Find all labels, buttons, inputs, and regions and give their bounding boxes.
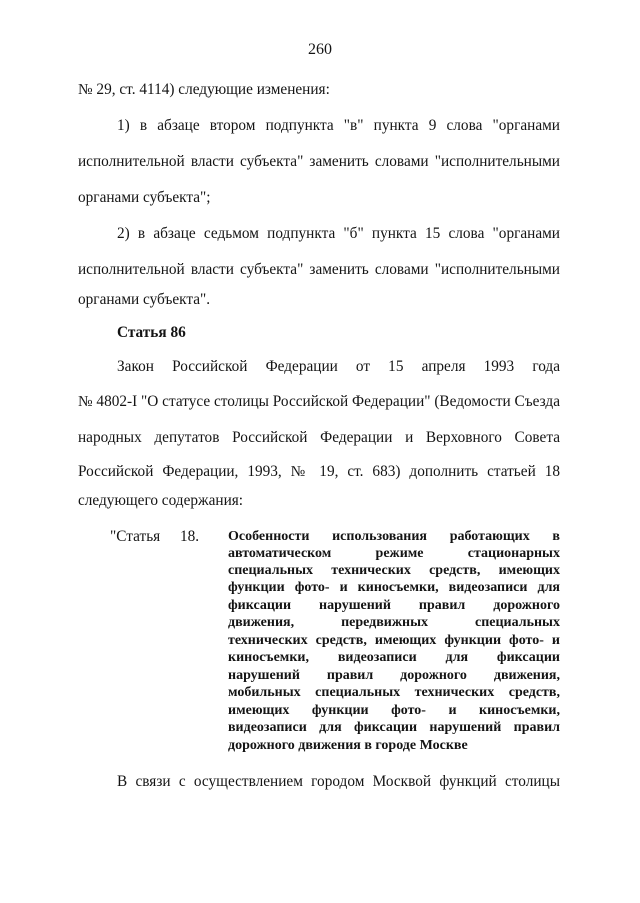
body-line: органами субъекта"; xyxy=(78,189,211,206)
new-article-heading-line: имеющих функции фото- и киносъемки, xyxy=(228,703,560,718)
body-line: 1) в абзаце втором подпункта "в" пункта 9 слова "органами xyxy=(117,117,560,134)
new-article-heading-line: киносъемки, видеозаписи для фиксации xyxy=(228,650,560,665)
body-line: Закон Российской Федерации от 15 апреля 1993 года xyxy=(117,358,560,375)
body-line: 2) в абзаце седьмом подпункта "б" пункта 15 слова "органами xyxy=(117,225,560,242)
body-line: № 4802-I "О статусе столицы Российской Федерации" (Ведомости Съезда xyxy=(78,393,560,410)
new-article-label: "Статья xyxy=(110,528,161,545)
new-article-heading-line: функции фото- и киносъемки, видеозаписи для xyxy=(228,580,560,595)
body-line: народных депутатов Российской Федерации и Верховного Совета xyxy=(78,429,560,446)
new-article-heading-line: фиксации нарушений правил дорожного xyxy=(228,598,560,613)
new-article-heading-line: нарушений правил дорожного движения, xyxy=(228,668,560,683)
body-line: следующего содержания: xyxy=(78,492,244,509)
new-article-heading-line: мобильных специальных технических средств, xyxy=(228,685,560,700)
body-line: Российской Федерации, 1993, № 19, ст. 683) дополнить статьей 18 xyxy=(78,463,560,480)
new-article-heading-line: технических средств, имеющих функции фото- и xyxy=(228,633,560,648)
new-article-heading-line: автоматическом режиме стационарных xyxy=(228,546,560,561)
new-article-heading-line: дорожного движения в городе Москве xyxy=(228,738,468,753)
body-line: органами субъекта". xyxy=(78,291,211,308)
new-article-heading-line: движения, передвижных специальных xyxy=(228,615,560,630)
article-heading: Статья 86 xyxy=(117,324,186,341)
body-line: № 29, ст. 4114) следующие изменения: xyxy=(78,81,330,98)
body-line: исполнительной власти субъекта" заменить словами "исполнительными xyxy=(78,261,560,278)
new-article-number: 18. xyxy=(180,528,200,545)
new-article-heading-line: Особенности использования работающих в xyxy=(228,529,560,544)
page-number: 260 xyxy=(308,41,332,58)
new-article-heading-line: видеозаписи для фиксации нарушений правил xyxy=(228,720,560,735)
body-line: В связи с осуществлением городом Москвой функций столицы xyxy=(117,773,560,790)
new-article-heading-line: специальных технических средств, имеющих xyxy=(228,563,560,578)
body-line: исполнительной власти субъекта" заменить словами "исполнительными xyxy=(78,153,560,170)
